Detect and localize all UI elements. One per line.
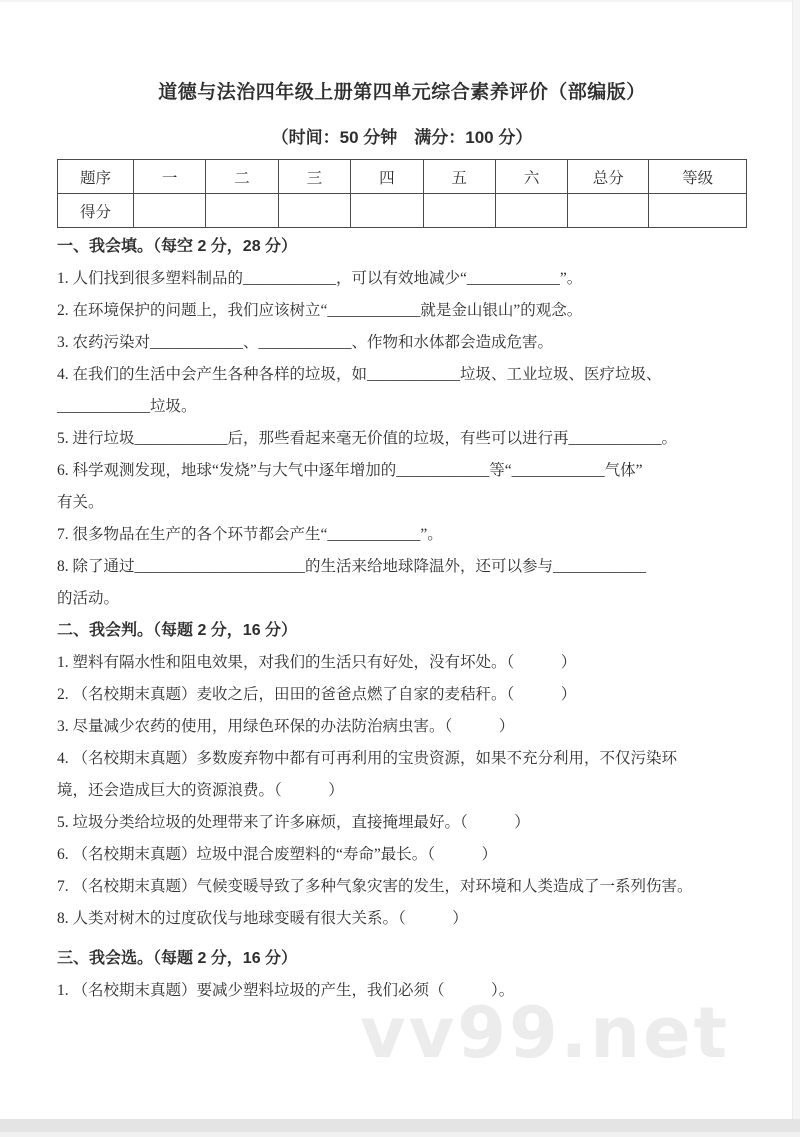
question-line: 6. （名校期末真题）垃圾中混合废塑料的“寿命”最长。（ ） bbox=[57, 846, 498, 863]
question-line: 2. （名校期末真题）麦收之后，田田的爸爸点燃了自家的麦秸秆。（ ） bbox=[57, 686, 577, 703]
exam-paper bbox=[57, 0, 747, 1007]
question-line: 5. 垃圾分类给垃圾的处理带来了许多麻烦，直接掩埋最好。（ ） bbox=[57, 814, 530, 831]
footer-light-strip bbox=[0, 1132, 800, 1137]
score-cell bbox=[649, 194, 747, 228]
score-row-label: 得分 bbox=[58, 194, 134, 228]
score-cell bbox=[423, 194, 495, 228]
footer-bar bbox=[0, 1119, 800, 1132]
question-line: 7. 很多物品在生产的各个环节都会产生“____________”。 bbox=[57, 526, 443, 543]
score-table-header-cell: 题序 bbox=[58, 160, 134, 194]
score-table bbox=[57, 159, 747, 228]
score-cell bbox=[206, 194, 278, 228]
section-heading: 三、我会选。（每题 2 分，16 分） bbox=[57, 950, 298, 967]
score-table-header-cell: 三 bbox=[278, 160, 350, 194]
question-line: 2. 在环境保护的问题上，我们应该树立“____________就是金山银山”的观念。 bbox=[57, 302, 583, 319]
score-table-header-cell: 一 bbox=[133, 160, 205, 194]
score-table-header-cell: 等级 bbox=[649, 160, 747, 194]
question-line: ____________垃圾。 bbox=[57, 398, 197, 415]
section-fill-blanks bbox=[57, 231, 747, 615]
exam-time-score-info: （时间：50 分钟 满分：100 分） bbox=[271, 128, 533, 147]
section-true-false bbox=[57, 615, 747, 935]
question-line: 4. （名校期末真题）多数废弃物中都有可再利用的宝贵资源，如果不充分利用，不仅污染环 bbox=[57, 750, 678, 767]
question-line: 1. 塑料有隔水性和阻电效果，对我们的生活只有好处，没有坏处。（ ） bbox=[57, 654, 577, 671]
question-line: 5. 进行垃圾____________后，那些看起来毫无价值的垃圾，有些可以进行再____________。 bbox=[57, 430, 678, 447]
question-line: 境，还会造成巨大的资源浪费。（ ） bbox=[57, 782, 344, 799]
watermark: vv99.net bbox=[360, 992, 731, 1074]
score-cell bbox=[351, 194, 423, 228]
question-line: 1. （名校期末真题）要减少塑料垃圾的产生，我们必须（ ）。 bbox=[57, 982, 515, 999]
question-line: 的活动。 bbox=[57, 590, 120, 607]
section-heading: 一、我会填。（每空 2 分，28 分） bbox=[57, 238, 298, 255]
question-line: 3. 农药污染对____________、____________、作物和水体都会造成危害。 bbox=[57, 334, 554, 351]
score-cell bbox=[133, 194, 205, 228]
score-cell bbox=[568, 194, 649, 228]
question-line: 6. 科学观测发现，地球“发烧”与大气中逐年增加的____________等“____________气体” bbox=[57, 462, 643, 479]
score-table-header-cell: 四 bbox=[351, 160, 423, 194]
question-line: 3. 尽量减少农药的使用，用绿色环保的办法防治病虫害。（ ） bbox=[57, 718, 515, 735]
score-table-header-cell: 二 bbox=[206, 160, 278, 194]
question-line: 有关。 bbox=[57, 494, 104, 511]
question-line: 8. 除了通过______________________的生活来给地球降温外，还可以参与____________ bbox=[57, 558, 647, 575]
page-right-edge bbox=[792, 0, 800, 1137]
score-table-header-row bbox=[58, 160, 747, 194]
section-multiple-choice bbox=[57, 943, 747, 1007]
score-cell bbox=[495, 194, 567, 228]
score-table-header-cell: 六 bbox=[495, 160, 567, 194]
page-title: 道德与法治四年级上册第四单元综合素养评价（部编版） bbox=[158, 82, 646, 103]
score-cell bbox=[278, 194, 350, 228]
question-line: 7. （名校期末真题）气候变暖导致了多种气象灾害的发生，对环境和人类造成了一系列伤害。 bbox=[57, 878, 693, 895]
question-line: 1. 人们找到很多塑料制品的____________，可以有效地减少“____________”。 bbox=[57, 270, 583, 287]
score-table-header-cell: 五 bbox=[423, 160, 495, 194]
question-line: 4. 在我们的生活中会产生各种各样的垃圾，如____________垃圾、工业垃圾、医疗垃圾、 bbox=[57, 366, 662, 383]
section-heading: 二、我会判。（每题 2 分，16 分） bbox=[57, 622, 298, 639]
score-table-score-row bbox=[58, 194, 747, 228]
score-table-header-cell: 总分 bbox=[568, 160, 649, 194]
question-line: 8. 人类对树木的过度砍伐与地球变暖有很大关系。（ ） bbox=[57, 910, 468, 927]
